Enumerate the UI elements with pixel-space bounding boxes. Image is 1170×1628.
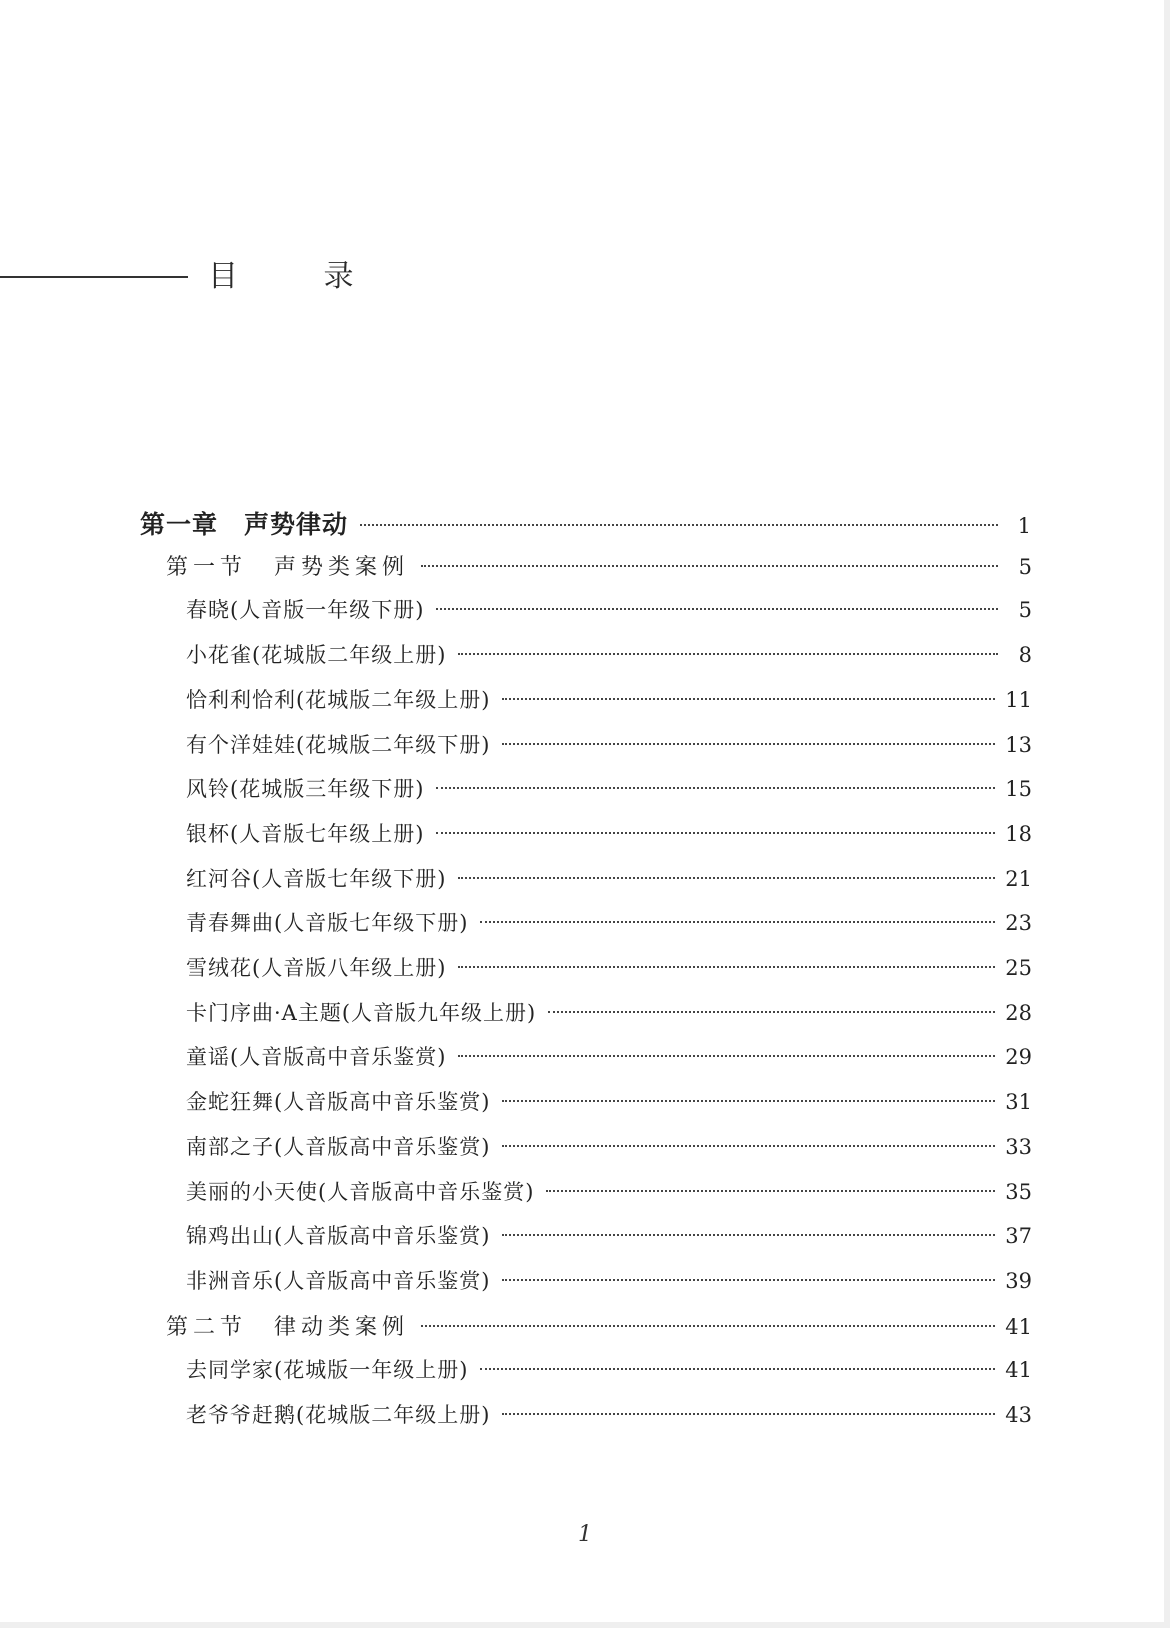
toc-entry-page: 28: [1005, 1001, 1032, 1025]
dot-leader: [502, 1279, 995, 1281]
toc-chapter: [140, 505, 1032, 541]
dot-leader: [502, 698, 995, 700]
dot-leader: [436, 832, 995, 834]
toc-item: [186, 639, 1032, 669]
toc-item: [186, 1265, 1032, 1295]
toc-entry-title: 雪绒花(人音版八年级上册): [186, 956, 447, 980]
toc-section: [166, 1310, 1032, 1341]
toc-entry-title: 锦鸡出山(人音版高中音乐鉴赏): [186, 1224, 491, 1248]
dot-leader: [458, 653, 998, 655]
toc-item: [186, 1354, 1032, 1384]
toc-entry-page: 18: [1005, 822, 1032, 846]
toc-entry-page: 33: [1005, 1135, 1032, 1159]
toc-entry-title: 第一章 声势律动: [140, 510, 349, 539]
toc-item: [186, 1131, 1032, 1161]
title-rule: [0, 276, 188, 278]
dot-leader: [436, 608, 998, 610]
toc-section: [166, 550, 1032, 581]
toc-entry-page: 29: [1005, 1045, 1032, 1069]
toc-entry-title: 有个洋娃娃(花城版二年级下册): [186, 733, 491, 757]
toc-item: [186, 1086, 1032, 1116]
toc-entry-page: 13: [1005, 733, 1032, 757]
toc-entry-title: 第一节 声势类案例: [166, 555, 410, 580]
toc-entry-title: 童谣(人音版高中音乐鉴赏): [186, 1045, 447, 1069]
dot-leader: [360, 524, 998, 526]
toc-entry-page: 25: [1005, 956, 1032, 980]
dot-leader: [546, 1190, 995, 1192]
page-number: 1: [578, 1522, 592, 1547]
toc-entry-title: 第二节 律动类案例: [166, 1315, 410, 1340]
toc-entry-page: 39: [1005, 1269, 1032, 1293]
toc-entry-page: 37: [1005, 1224, 1032, 1248]
toc-item: [186, 684, 1032, 714]
toc-entry-title: 卡门序曲·A主题(人音版九年级上册): [186, 1001, 537, 1025]
toc-entry-title: 老爷爷赶鹅(花城版二年级上册): [186, 1403, 491, 1427]
toc-entry-page: 21: [1005, 867, 1032, 891]
toc-item: [186, 1399, 1032, 1429]
toc-item: [186, 952, 1032, 982]
toc-item: [186, 1176, 1032, 1206]
toc-entry-title: 小花雀(花城版二年级上册): [186, 643, 447, 667]
page-edge-bottom: [0, 1622, 1170, 1628]
toc-entry-title: 美丽的小天使(人音版高中音乐鉴赏): [186, 1180, 535, 1204]
toc-item: [186, 863, 1032, 893]
toc-entry-page: 1: [1017, 514, 1032, 538]
toc-entry-title: 去同学家(花城版一年级上册): [186, 1358, 469, 1382]
dot-leader: [421, 1325, 995, 1327]
toc-item: [186, 729, 1032, 759]
toc-item: [186, 1041, 1032, 1071]
toc-item: [186, 1220, 1032, 1250]
dot-leader: [480, 921, 995, 923]
toc-entry-page: 11: [1005, 688, 1032, 712]
dot-leader: [458, 966, 995, 968]
toc-entry-title: 红河谷(人音版七年级下册): [186, 867, 447, 891]
toc-item: [186, 907, 1032, 937]
toc-entry-page: 8: [1018, 643, 1032, 667]
toc-entry-title: 非洲音乐(人音版高中音乐鉴赏): [186, 1269, 491, 1293]
toc-entry-title: 恰利利恰利(花城版二年级上册): [186, 688, 491, 712]
dot-leader: [502, 1413, 995, 1415]
toc-entry-page: 43: [1005, 1403, 1032, 1427]
toc-item: [186, 773, 1032, 803]
dot-leader: [436, 787, 995, 789]
toc-entry-page: 23: [1005, 911, 1032, 935]
dot-leader: [548, 1011, 995, 1013]
dot-leader: [502, 1234, 995, 1236]
toc-item: [186, 997, 1032, 1027]
dot-leader: [502, 1145, 995, 1147]
toc-item: [186, 818, 1032, 848]
toc-entry-page: 35: [1005, 1180, 1032, 1204]
page-edge-right: [1164, 0, 1170, 1628]
toc-entry-title: 青春舞曲(人音版七年级下册): [186, 911, 469, 935]
toc-entry-page: 41: [1005, 1358, 1032, 1382]
dot-leader: [421, 565, 998, 567]
toc-entry-page: 15: [1005, 777, 1032, 801]
toc-entry-title: 风铃(花城版三年级下册): [186, 777, 425, 801]
toc-entry-page: 5: [1018, 555, 1032, 579]
page-title: 目 录: [208, 259, 392, 294]
toc-item: [186, 594, 1032, 624]
dot-leader: [502, 743, 995, 745]
toc-entry-title: 南部之子(人音版高中音乐鉴赏): [186, 1135, 491, 1159]
dot-leader: [480, 1368, 995, 1370]
dot-leader: [458, 1055, 995, 1057]
toc-entry-title: 春晓(人音版一年级下册): [186, 598, 425, 622]
toc-entry-page: 41: [1005, 1315, 1032, 1339]
toc-entry-title: 金蛇狂舞(人音版高中音乐鉴赏): [186, 1090, 491, 1114]
toc-entry-page: 31: [1005, 1090, 1032, 1114]
toc-entry-title: 银杯(人音版七年级上册): [186, 822, 425, 846]
dot-leader: [502, 1100, 995, 1102]
toc-entry-page: 5: [1018, 598, 1032, 622]
dot-leader: [458, 877, 995, 879]
